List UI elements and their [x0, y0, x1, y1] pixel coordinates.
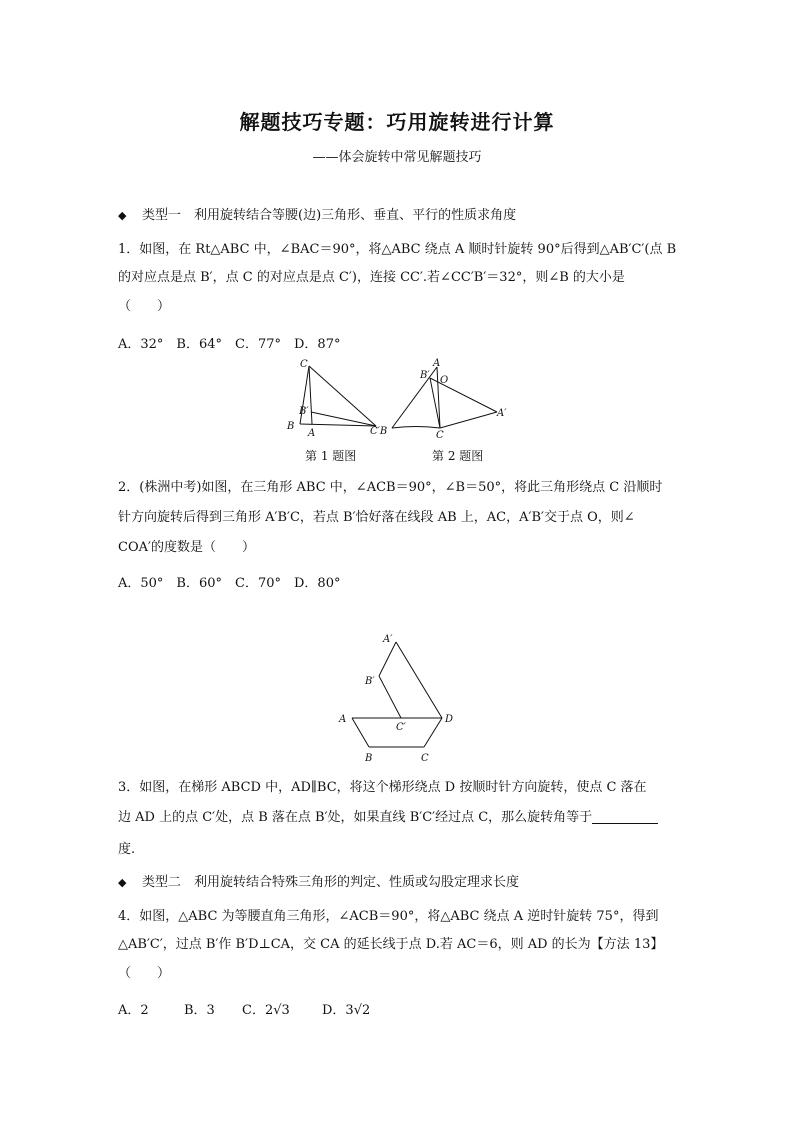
q1-line-2: 的对应点是点 B′，点 C 的对应点是点 C′)，连接 CC′.若∠CC′B′＝32°，则∠B 的大小是: [118, 270, 625, 285]
q4-option-a: A．2: [118, 1003, 149, 1018]
section-1-label: 类型一 利用旋转结合等腰(边)三角形、垂直、平行的性质求角度: [142, 208, 517, 223]
fig3-label-aprime: A′: [383, 634, 393, 645]
fig2-label-aprime: A′: [497, 408, 507, 419]
figure-1: [280, 354, 392, 438]
section-2-label: 类型二 利用旋转结合特殊三角形的判定、性质或勾股定理求长度: [142, 875, 520, 890]
fig3-edge-cd: [424, 718, 442, 747]
figure-1-caption: 第 1 题图: [305, 449, 357, 463]
q4-line-2: △AB′C′，过点 B′作 B′D⊥CA，交 CA 的延长线于点 D.若 AC＝6，则 AD 的长为【方法 13】: [118, 937, 664, 952]
fig2-edge-ab: [392, 367, 437, 428]
fig2-edge-ca2: [440, 412, 497, 428]
q3-line-1: 3．如图，在梯形 ABCD 中，AD∥BC，将这个梯形绕点 D 按顺时针方向旋转，使点 C 落在: [118, 780, 647, 795]
figure-2-caption: 第 2 题图: [432, 449, 484, 463]
figure-3: [334, 630, 464, 768]
fig3-edge-a2b2: [379, 642, 396, 676]
fig3-edge-ab: [352, 718, 369, 747]
q3-answer-blank: [592, 809, 658, 824]
fig2-label-a: A: [433, 358, 441, 369]
fig2-label-bprime: B′: [420, 370, 430, 381]
fig1-label-bprime: B′: [299, 406, 309, 417]
q2-line-2: 针方向旋转后得到三角形 A′B′C，若点 B′恰好落在线段 AB 上，AC，A′B′交于点 O，则∠: [118, 510, 635, 525]
fig1-label-b: B: [287, 421, 295, 432]
q4-line-3: （ ）: [118, 966, 171, 981]
fig3-label-d: D: [445, 714, 454, 725]
fig3-edge-b2c2: [379, 676, 401, 718]
fig1-edge-b2c2: [311, 412, 376, 426]
fig3-label-a: A: [339, 714, 347, 725]
q1-options: A．32° B．64° C．77° D．87°: [118, 337, 341, 352]
q3-line-2-text: 边 AD 上的点 C′处，点 B 落在点 B′处，如果直线 B′C′经过点 C，那么旋转角等于: [118, 810, 593, 825]
q1-line-3: （ ）: [118, 299, 171, 314]
q4-option-b: B．3: [184, 1003, 215, 1018]
figure-2: [380, 356, 512, 440]
fig3-label-bprime: B′: [365, 676, 375, 687]
fig3-label-b: B: [365, 753, 373, 764]
fig2-edge-bc: [392, 427, 440, 429]
fig1-edge-cc2: [309, 366, 376, 426]
q4-options: [118, 999, 370, 1018]
q2-line-3: COA′的度数是（ ）: [118, 540, 255, 555]
fig1-edge-bc2: [300, 424, 376, 426]
fig1-edge-ca: [309, 366, 312, 424]
page-subtitle: ——体会旋转中常见解题技巧: [312, 150, 482, 165]
fig1-label-cprime-b: C′B: [370, 426, 388, 437]
diamond-bullet-icon: ◆: [118, 876, 127, 889]
q1-line-1: 1．如图，在 Rt△ABC 中，∠BAC＝90°，将△ABC 绕点 A 顺时针旋转 90°后得到△AB′C′(点 B: [118, 242, 677, 257]
page-title: 解题技巧专题：巧用旋转进行计算: [239, 110, 555, 134]
fig2-label-o: O: [440, 375, 449, 386]
section-1-heading: [118, 206, 516, 226]
fig1-label-a: A: [308, 428, 316, 438]
q2-line-1: 2．(株洲中考)如图，在三角形 ABC 中，∠ACB＝90°，∠B＝50°，将此三角形绕点 C 沿顺时: [118, 480, 663, 495]
q3-line-3: 度.: [118, 842, 136, 857]
fig1-label-c: C: [300, 359, 308, 370]
fig3-label-c: C: [421, 753, 429, 764]
q4-option-d: D．3√2: [322, 1003, 371, 1018]
diamond-bullet-icon: ◆: [118, 209, 127, 222]
q4-line-1: 4．如图，△ABC 为等腰直角三角形，∠ACB＝90°，将△ABC 绕点 A 逆时针旋转 75°，得到: [118, 909, 659, 924]
q3-line-2: [118, 808, 658, 828]
q4-option-c: C．2√3: [242, 1003, 290, 1018]
q2-options: A．50° B．60° C．70° D．80°: [118, 576, 341, 591]
section-2-heading: [118, 873, 519, 893]
fig2-label-c: C: [436, 430, 444, 440]
fig3-edge-a2d: [396, 642, 442, 718]
fig3-label-cprime: C′: [396, 722, 406, 733]
